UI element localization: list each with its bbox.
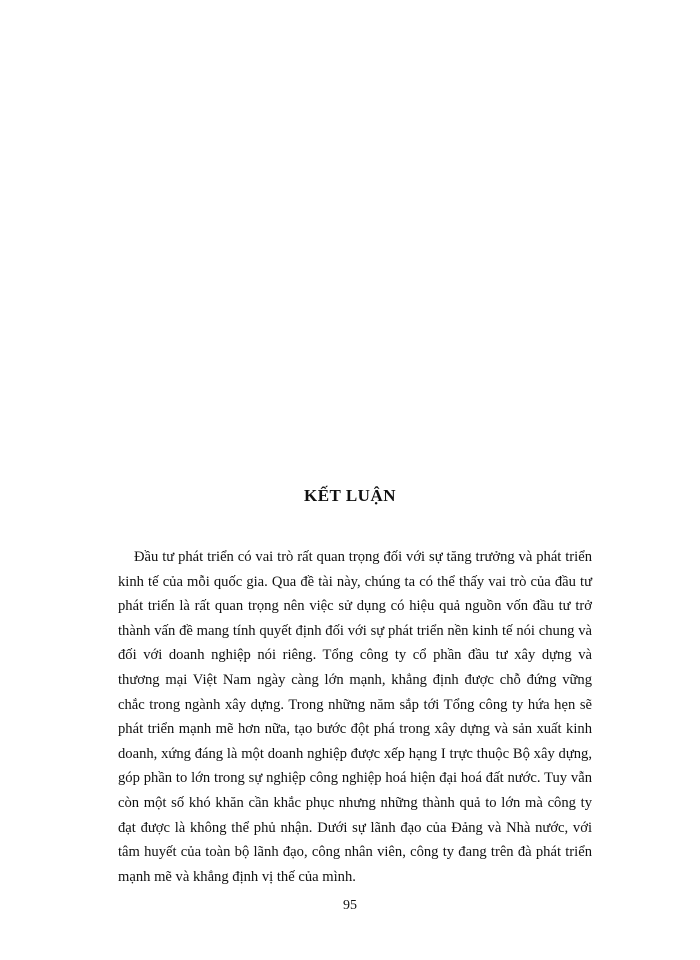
section-heading: KẾT LUẬN [303, 486, 396, 505]
page-number: 95 [343, 898, 357, 913]
conclusion-paragraph: Đầu tư phát triển có vai trò rất quan trọng đối với sự tăng trưởng và phát triển kinh tế của mỗi quốc gia. Qua đề tài này, chúng ta có thể thấy vai trò của đầu tư phát triển là rất quan trọng nên việc sử dụng có hiệu quả nguồn vốn đầu tư trở thành vấn đề mang tính quyết định đối với sự phát triển nền kinh tế nói chung và đối với doanh nghiệp nói riêng. Tổng công ty cổ phần đầu tư xây dựng và thương mại Việt Nam ngày càng lớn mạnh, khẳng định được chỗ đứng vững chắc trong ngành xây dựng. Trong những năm sắp tới Tổng công ty hứa hẹn sẽ phát triển mạnh mẽ hơn nữa, tạo bước đột phá trong xây dựng và sản xuất kinh doanh, xứng đáng là một doanh nghiệp được xếp hạng I trực thuộc Bộ xây dựng, góp phần to lớn trong sự nghiệp công nghiệp hoá hiện đại hoá đất nước. Tuy vẫn còn một số khó khăn cần khắc phục nhưng những thành quả to lớn mà công ty đạt được là không thể phủ nhận. Dưới sự lãnh đạo của Đảng và Nhà nước, với tâm huyết của toàn bộ lãnh đạo, công nhân viên, công ty đang trên đà phát triển mạnh mẽ và khẳng định vị thế của mình. [118, 549, 592, 885]
